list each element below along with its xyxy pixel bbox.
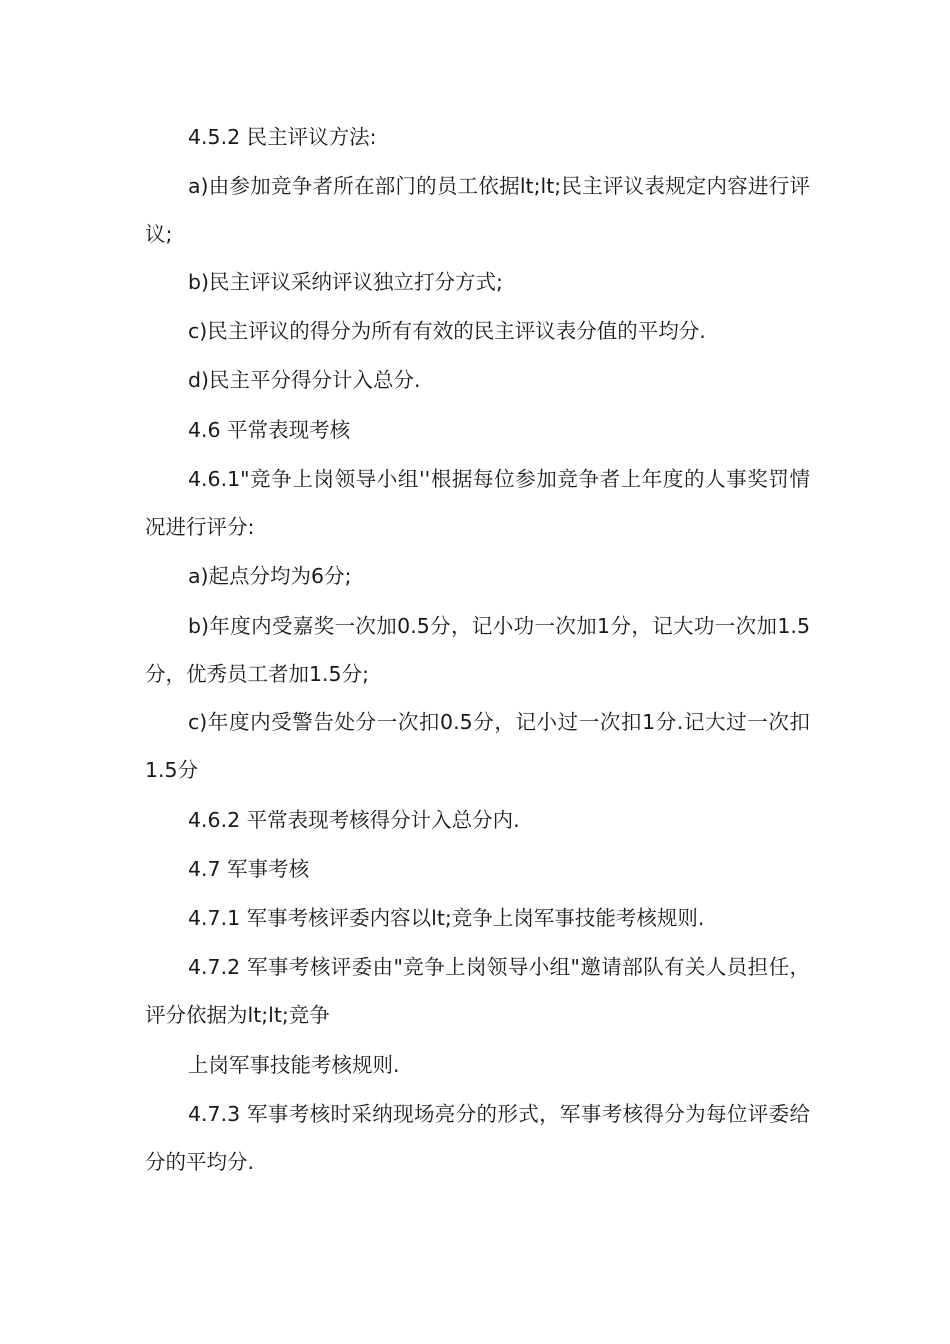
paragraph-4-5-2-a: a)由参加竞争者所在部门的员工依据lt;lt;民主评议表规定内容进行评议; [145,174,810,246]
paragraph-4-6-1-a: a)起点分均为6分; [188,564,352,588]
paragraph-4-6-1-b: b)年度内受嘉奖一次加0.5分，记小功一次加1分，记大功一次加1.5分，优秀员工者加1.5分; [145,614,810,686]
paragraph-4-7-2-continued: 上岗军事技能考核规则. [188,1053,400,1077]
paragraph-4-5-2: 4.5.2 民主评议方法: [188,125,377,149]
paragraph-4-5-2-c: c)民主评议的得分为所有有效的民主评议表分值的平均分. [188,319,706,343]
paragraph-4-6-2: 4.6.2 平常表现考核得分计入总分内. [188,808,520,832]
paragraph-4-7-1: 4.7.1 军事考核评委内容以lt;竞争上岗军事技能考核规则. [188,906,705,930]
heading-4-7: 4.7 军事考核 [188,857,310,881]
paragraph-4-6-1-c: c)年度内受警告处分一次扣0.5分，记小过一次扣1分.记大过一次扣1.5分 [145,710,810,782]
paragraph-4-7-2: 4.7.2 军事考核评委由"竞争上岗领导小组"邀请部队有关人员担任，评分依据为lt;lt;竞争 [145,955,810,1027]
paragraph-4-6-1: 4.6.1"竞争上岗领导小组''根据每位参加竞争者上年度的人事奖罚情况进行评分: [145,467,810,539]
heading-4-6: 4.6 平常表现考核 [188,418,351,442]
paragraph-4-7-3: 4.7.3 军事考核时采纳现场亮分的形式，军事考核得分为每位评委给分的平均分. [145,1102,810,1174]
paragraph-4-5-2-d: d)民主平分得分计入总分. [188,368,421,392]
paragraph-4-5-2-b: b)民主评议采纳评议独立打分方式; [188,270,503,294]
